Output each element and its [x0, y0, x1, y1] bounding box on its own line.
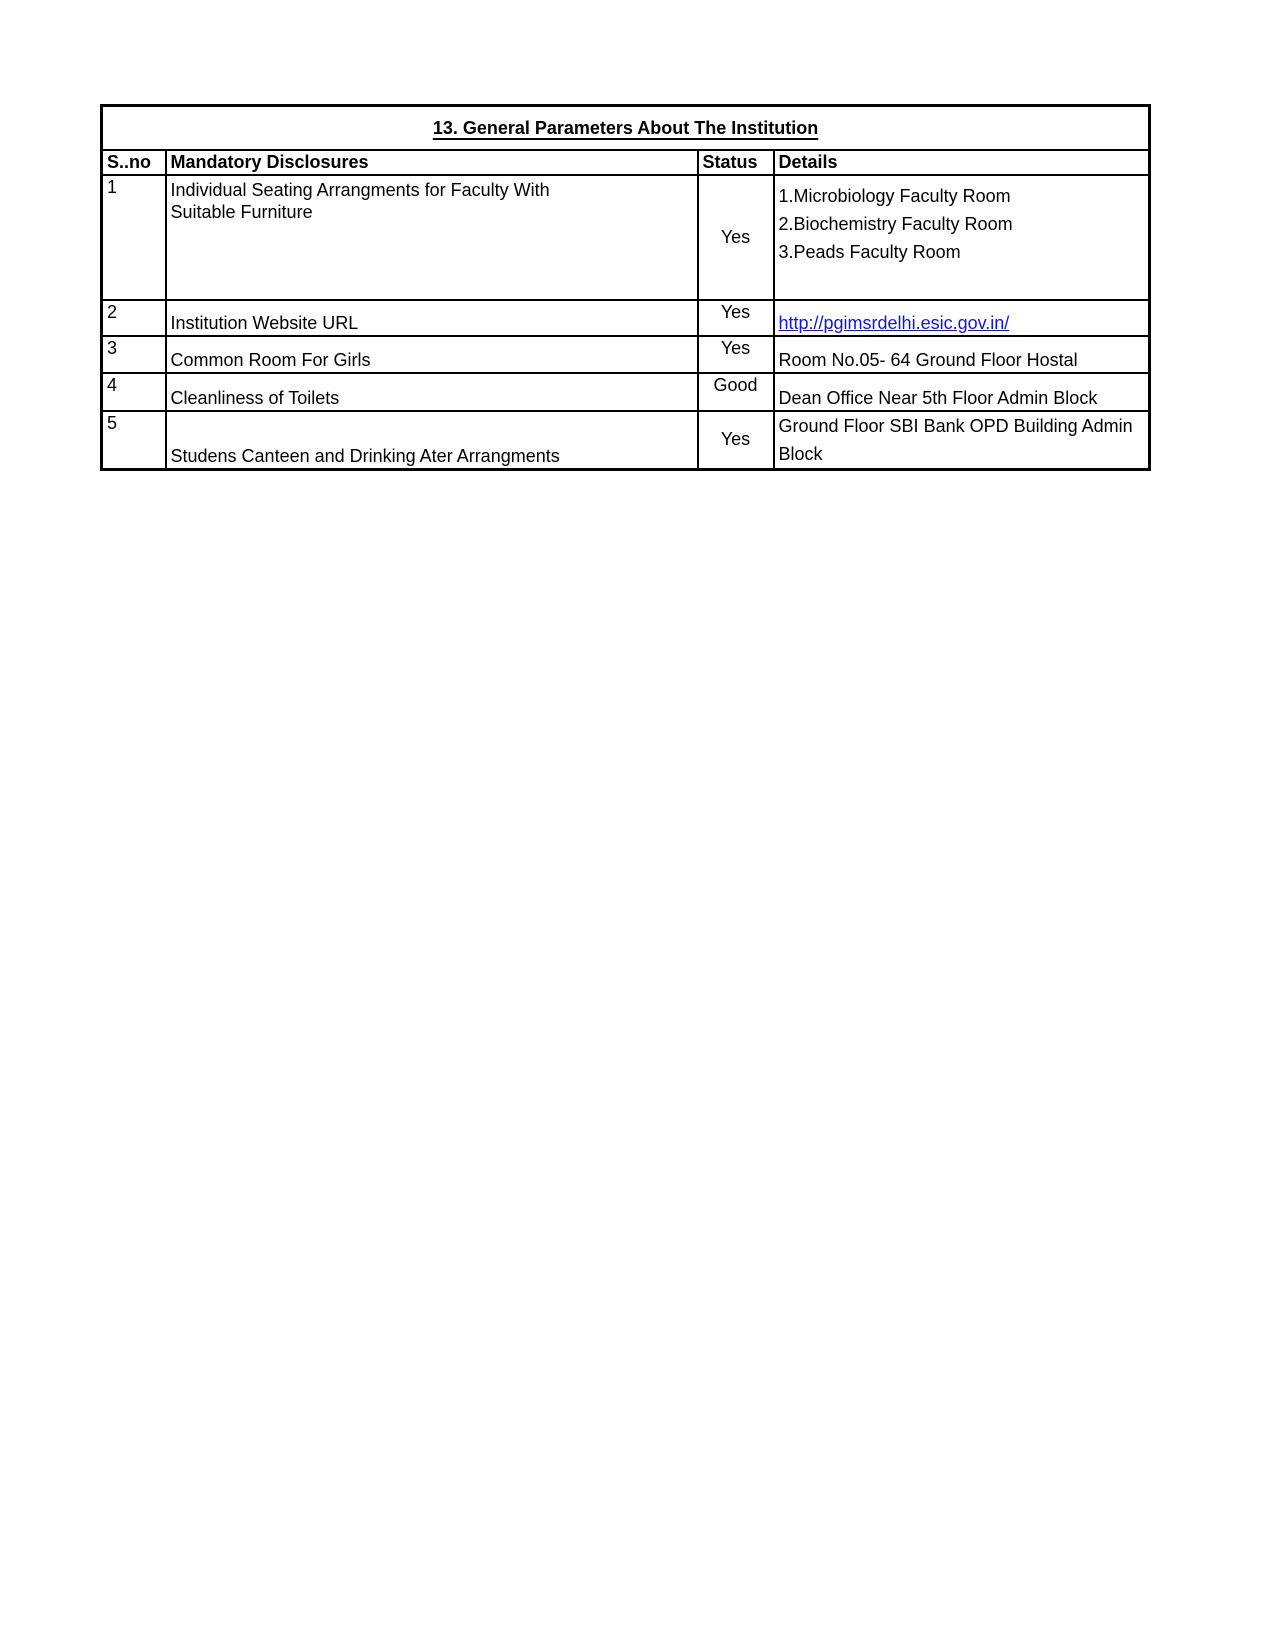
row-number: 1	[102, 175, 166, 300]
disclosure-cell	[166, 175, 698, 300]
column-header-status: Status	[698, 150, 774, 175]
details-line: 2.Biochemistry Faculty Room	[778, 213, 1013, 234]
row-number: 3	[102, 336, 166, 373]
details-line: Room No.05- 64 Ground Floor Hostal	[778, 350, 1078, 370]
details-cell	[774, 175, 1150, 300]
disclosure-cell	[166, 336, 698, 373]
status-value: Yes	[698, 300, 774, 336]
details-line: Ground Floor SBI Bank OPD Building Admin Block	[778, 415, 1133, 464]
disclosure-text: Institution Website URL	[170, 313, 359, 333]
row-number: 5	[102, 411, 166, 470]
status-value: Yes	[698, 336, 774, 373]
disclosure-text: Individual Seating Arrangments for Faculty With Suitable Furniture	[170, 179, 550, 222]
column-header-mandatory-disclosures: Mandatory Disclosures	[166, 150, 698, 175]
general-parameters-table	[100, 104, 1151, 471]
details-cell	[774, 300, 1150, 336]
details-cell	[774, 373, 1150, 411]
table-row	[102, 175, 1150, 300]
website-link[interactable]: http://pgimsrdelhi.esic.gov.in/	[778, 313, 1010, 333]
row-number: 4	[102, 373, 166, 411]
status-value: Yes	[698, 175, 774, 300]
table-row	[102, 373, 1150, 411]
details-line: 3.Peads Faculty Room	[778, 241, 961, 262]
table-row	[102, 411, 1150, 470]
details-cell	[774, 411, 1150, 470]
status-value: Good	[698, 373, 774, 411]
table-row	[102, 336, 1150, 373]
disclosure-cell	[166, 300, 698, 336]
disclosure-text: Common Room For Girls	[170, 350, 371, 370]
page-title: 13. General Parameters About The Institution	[102, 106, 1150, 150]
disclosure-text: Studens Canteen and Drinking Ater Arrangments	[170, 446, 560, 466]
column-header-details: Details	[774, 150, 1150, 175]
header-row	[102, 150, 1150, 175]
row-number: 2	[102, 300, 166, 336]
title-row	[102, 106, 1150, 150]
column-header-sno: S..no	[102, 150, 166, 175]
status-value: Yes	[698, 411, 774, 470]
details-line: Dean Office Near 5th Floor Admin Block	[778, 388, 1098, 408]
details-cell	[774, 336, 1150, 373]
details-line: 1.Microbiology Faculty Room	[778, 185, 1011, 206]
table-row	[102, 300, 1150, 336]
disclosure-cell	[166, 411, 698, 470]
disclosure-text: Cleanliness of Toilets	[170, 388, 340, 408]
disclosure-cell	[166, 373, 698, 411]
